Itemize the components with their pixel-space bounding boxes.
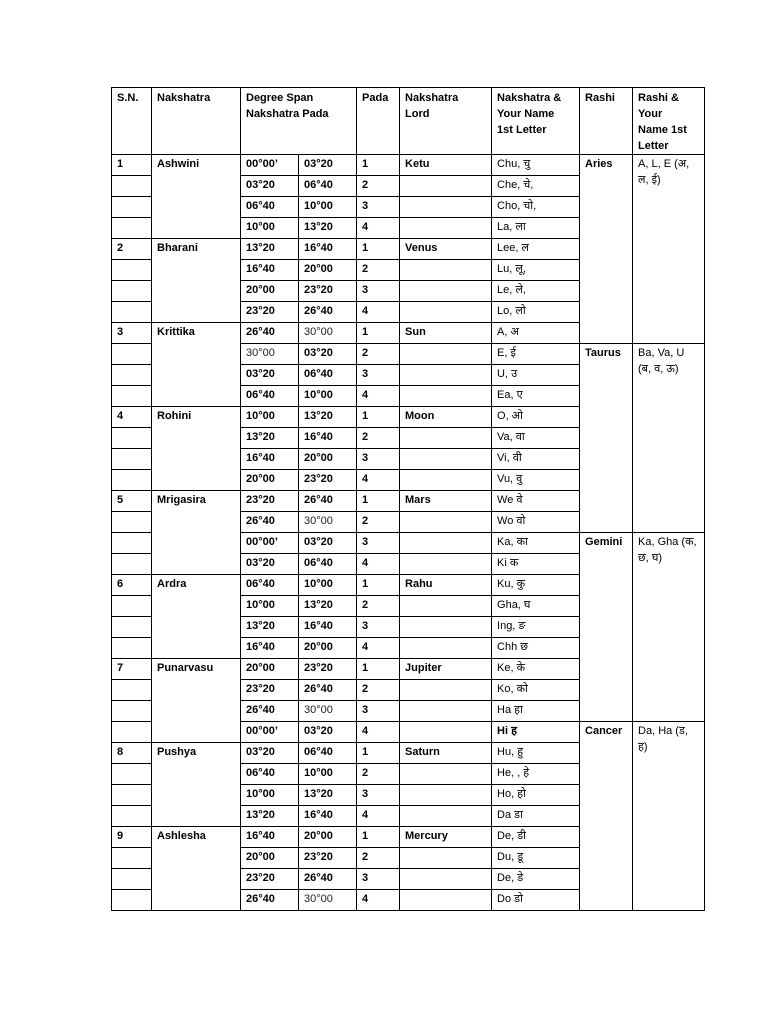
nakshatra-name-cell: Ardra	[152, 575, 241, 659]
nakshatra-name-cell: Punarvasu	[152, 659, 241, 743]
lord-cell	[400, 281, 492, 302]
nakshatra-name-cell: Rohini	[152, 407, 241, 491]
pada-cell: 2	[357, 512, 400, 533]
lord-cell	[400, 533, 492, 554]
degree-to-cell: 10°00	[299, 386, 357, 407]
sn-cell	[112, 176, 152, 197]
degree-to-cell: 23°20	[299, 470, 357, 491]
sn-cell	[112, 197, 152, 218]
degree-to-cell: 23°20	[299, 848, 357, 869]
degree-from-cell: 20°00	[241, 470, 299, 491]
first-letter-cell: A, अ	[492, 323, 580, 344]
sn-cell	[112, 218, 152, 239]
degree-from-cell: 30°00	[241, 344, 299, 365]
first-letter-cell: Vu, वु	[492, 470, 580, 491]
lord-cell	[400, 848, 492, 869]
degree-from-cell: 00°00’	[241, 722, 299, 743]
rashi-cell: Gemini	[580, 533, 633, 722]
degree-to-cell: 26°40	[299, 869, 357, 890]
first-letter-cell: Lo, लो	[492, 302, 580, 323]
degree-to-cell: 16°40	[299, 806, 357, 827]
degree-to-cell: 06°40	[299, 743, 357, 764]
lord-cell: Mars	[400, 491, 492, 512]
pada-cell: 1	[357, 827, 400, 848]
degree-to-cell: 03°20	[299, 722, 357, 743]
degree-from-cell: 06°40	[241, 764, 299, 785]
sn-cell	[112, 512, 152, 533]
degree-to-cell: 30°00	[299, 512, 357, 533]
sn-cell	[112, 785, 152, 806]
lord-cell	[400, 260, 492, 281]
first-letter-cell: Hi ह	[492, 722, 580, 743]
degree-to-cell: 26°40	[299, 302, 357, 323]
lord-cell	[400, 386, 492, 407]
sn-cell: 7	[112, 659, 152, 680]
pada-cell: 3	[357, 617, 400, 638]
pada-cell: 2	[357, 428, 400, 449]
degree-span-header: Degree Span Nakshatra Pada	[241, 88, 357, 155]
pada-cell: 4	[357, 218, 400, 239]
sn-cell	[112, 638, 152, 659]
first-letter-cell: Ka, का	[492, 533, 580, 554]
sn-cell	[112, 596, 152, 617]
degree-from-cell: 23°20	[241, 680, 299, 701]
degree-to-cell: 30°00	[299, 323, 357, 344]
degree-from-cell: 10°00	[241, 407, 299, 428]
sn-cell	[112, 365, 152, 386]
first-letter-cell: Ke, के	[492, 659, 580, 680]
lord-cell: Saturn	[400, 743, 492, 764]
pada-cell: 4	[357, 722, 400, 743]
degree-from-cell: 23°20	[241, 869, 299, 890]
lord-cell	[400, 365, 492, 386]
sn-cell	[112, 554, 152, 575]
lord-cell	[400, 428, 492, 449]
first-letter-cell: Ku, कु	[492, 575, 580, 596]
lord-cell	[400, 785, 492, 806]
first-letter-header: Nakshatra & Your Name 1st Letter	[492, 88, 580, 155]
pada-cell: 3	[357, 365, 400, 386]
first-letter-cell: Chu, चु	[492, 155, 580, 176]
rashi-letters-cell: Ba, Va, U (ब, व, ऊ)	[633, 344, 705, 533]
sn-cell	[112, 302, 152, 323]
first-letter-cell: Ko, को	[492, 680, 580, 701]
lord-cell	[400, 617, 492, 638]
degree-to-cell: 20°00	[299, 638, 357, 659]
lord-cell	[400, 680, 492, 701]
pada-cell: 2	[357, 848, 400, 869]
sn-cell	[112, 386, 152, 407]
sn-cell: 9	[112, 827, 152, 848]
pada-cell: 1	[357, 659, 400, 680]
sn-cell	[112, 344, 152, 365]
sn-cell	[112, 617, 152, 638]
rashi-header: Rashi	[580, 88, 633, 155]
sn-cell: 1	[112, 155, 152, 176]
degree-to-cell: 03°20	[299, 155, 357, 176]
degree-to-cell: 23°20	[299, 659, 357, 680]
pada-header: Pada	[357, 88, 400, 155]
nakshatra-name-cell: Ashwini	[152, 155, 241, 239]
lord-cell	[400, 806, 492, 827]
sn-cell	[112, 848, 152, 869]
sn-cell: 5	[112, 491, 152, 512]
lord-cell	[400, 176, 492, 197]
first-letter-cell: Hu, हु	[492, 743, 580, 764]
degree-from-cell: 10°00	[241, 785, 299, 806]
degree-to-cell: 13°20	[299, 407, 357, 428]
first-letter-cell: Ha हा	[492, 701, 580, 722]
sn-cell: 8	[112, 743, 152, 764]
degree-from-cell: 16°40	[241, 827, 299, 848]
degree-to-cell: 03°20	[299, 533, 357, 554]
lord-cell	[400, 197, 492, 218]
pada-cell: 2	[357, 680, 400, 701]
pada-cell: 2	[357, 176, 400, 197]
first-letter-cell: Cho, चो,	[492, 197, 580, 218]
pada-cell: 3	[357, 701, 400, 722]
lord-header: Nakshatra Lord	[400, 88, 492, 155]
lord-cell	[400, 218, 492, 239]
pada-cell: 2	[357, 260, 400, 281]
first-letter-cell: He, , हे	[492, 764, 580, 785]
pada-cell: 2	[357, 596, 400, 617]
degree-from-cell: 03°20	[241, 743, 299, 764]
degree-to-cell: 13°20	[299, 218, 357, 239]
lord-cell	[400, 596, 492, 617]
degree-from-cell: 06°40	[241, 575, 299, 596]
degree-from-cell: 00°00’	[241, 533, 299, 554]
degree-to-cell: 13°20	[299, 785, 357, 806]
nakshatra-name-cell: Mrigasira	[152, 491, 241, 575]
lord-cell: Rahu	[400, 575, 492, 596]
sn-header: S.N.	[112, 88, 152, 155]
first-letter-cell: Ho, हो	[492, 785, 580, 806]
lord-cell	[400, 470, 492, 491]
degree-to-cell: 03°20	[299, 344, 357, 365]
degree-from-cell: 20°00	[241, 659, 299, 680]
pada-cell: 3	[357, 197, 400, 218]
first-letter-cell: Lee, ल	[492, 239, 580, 260]
degree-from-cell: 23°20	[241, 302, 299, 323]
degree-from-cell: 06°40	[241, 386, 299, 407]
pada-cell: 3	[357, 869, 400, 890]
lord-cell: Sun	[400, 323, 492, 344]
lord-cell	[400, 890, 492, 911]
rashi-letters-cell: Da, Ha (ड, ह)	[633, 722, 705, 911]
nakshatra-name-cell: Krittika	[152, 323, 241, 407]
sn-cell	[112, 701, 152, 722]
degree-from-cell: 26°40	[241, 323, 299, 344]
first-letter-cell: Chh छ	[492, 638, 580, 659]
sn-cell	[112, 281, 152, 302]
first-letter-cell: We वे	[492, 491, 580, 512]
pada-cell: 3	[357, 281, 400, 302]
sn-cell	[112, 449, 152, 470]
degree-to-cell: 30°00	[299, 890, 357, 911]
degree-to-cell: 23°20	[299, 281, 357, 302]
first-letter-cell: Vi, वी	[492, 449, 580, 470]
degree-from-cell: 06°40	[241, 197, 299, 218]
lord-cell: Ketu	[400, 155, 492, 176]
pada-cell: 2	[357, 764, 400, 785]
pada-cell: 3	[357, 533, 400, 554]
sn-cell	[112, 470, 152, 491]
first-letter-cell: Ea, ए	[492, 386, 580, 407]
degree-to-cell: 26°40	[299, 680, 357, 701]
degree-to-cell: 10°00	[299, 764, 357, 785]
sn-cell	[112, 722, 152, 743]
first-letter-cell: Do डो	[492, 890, 580, 911]
sn-cell: 2	[112, 239, 152, 260]
degree-from-cell: 13°20	[241, 239, 299, 260]
rashi-letters-cell: A, L, E (अ, ल, ई)	[633, 155, 705, 344]
degree-from-cell: 03°20	[241, 365, 299, 386]
sn-cell	[112, 260, 152, 281]
pada-cell: 2	[357, 344, 400, 365]
first-letter-cell: Gha, घ	[492, 596, 580, 617]
pada-cell: 1	[357, 155, 400, 176]
first-letter-cell: U, उ	[492, 365, 580, 386]
pada-cell: 1	[357, 407, 400, 428]
pada-cell: 1	[357, 491, 400, 512]
first-letter-cell: Du, डू	[492, 848, 580, 869]
pada-cell: 4	[357, 890, 400, 911]
degree-to-cell: 06°40	[299, 554, 357, 575]
rashi-letter-header: Rashi & Your Name 1st Letter	[633, 88, 705, 155]
pada-cell: 3	[357, 785, 400, 806]
sn-cell	[112, 869, 152, 890]
sn-cell	[112, 890, 152, 911]
pada-cell: 1	[357, 743, 400, 764]
pada-cell: 1	[357, 575, 400, 596]
first-letter-cell: Che, चे,	[492, 176, 580, 197]
degree-from-cell: 13°20	[241, 617, 299, 638]
pada-cell: 3	[357, 449, 400, 470]
first-letter-cell: Le, ले,	[492, 281, 580, 302]
lord-cell	[400, 554, 492, 575]
pada-cell: 4	[357, 470, 400, 491]
nakshatra-header: Nakshatra	[152, 88, 241, 155]
first-letter-cell: Lu, लू,	[492, 260, 580, 281]
first-letter-cell: Wo वो	[492, 512, 580, 533]
nakshatra-table	[111, 87, 705, 911]
degree-to-cell: 16°40	[299, 428, 357, 449]
pada-cell: 1	[357, 239, 400, 260]
table-row	[112, 155, 705, 176]
sn-cell: 6	[112, 575, 152, 596]
degree-to-cell: 06°40	[299, 365, 357, 386]
lord-cell	[400, 512, 492, 533]
degree-from-cell: 20°00	[241, 848, 299, 869]
lord-cell	[400, 722, 492, 743]
degree-from-cell: 03°20	[241, 554, 299, 575]
sn-cell: 4	[112, 407, 152, 428]
lord-cell	[400, 869, 492, 890]
lord-cell	[400, 302, 492, 323]
pada-cell: 4	[357, 806, 400, 827]
lord-cell	[400, 701, 492, 722]
nakshatra-name-cell: Bharani	[152, 239, 241, 323]
nakshatra-name-cell: Ashlesha	[152, 827, 241, 911]
first-letter-cell: E, ई	[492, 344, 580, 365]
pada-cell: 4	[357, 302, 400, 323]
lord-cell	[400, 764, 492, 785]
degree-from-cell: 13°20	[241, 806, 299, 827]
pada-cell: 4	[357, 554, 400, 575]
degree-from-cell: 26°40	[241, 701, 299, 722]
rashi-letters-cell: Ka, Gha (क, छ, घ)	[633, 533, 705, 722]
degree-to-cell: 10°00	[299, 197, 357, 218]
degree-from-cell: 10°00	[241, 596, 299, 617]
lord-cell: Jupiter	[400, 659, 492, 680]
lord-cell: Venus	[400, 239, 492, 260]
degree-from-cell: 00°00’	[241, 155, 299, 176]
lord-cell	[400, 344, 492, 365]
pada-cell: 4	[357, 638, 400, 659]
sn-cell	[112, 533, 152, 554]
degree-from-cell: 10°00	[241, 218, 299, 239]
header-row	[112, 88, 705, 155]
pada-cell: 1	[357, 323, 400, 344]
degree-from-cell: 20°00	[241, 281, 299, 302]
first-letter-cell: Ing, ङ	[492, 617, 580, 638]
nakshatra-name-cell: Pushya	[152, 743, 241, 827]
degree-to-cell: 20°00	[299, 827, 357, 848]
degree-to-cell: 20°00	[299, 260, 357, 281]
degree-from-cell: 16°40	[241, 449, 299, 470]
sn-cell	[112, 764, 152, 785]
degree-from-cell: 16°40	[241, 638, 299, 659]
sn-cell	[112, 680, 152, 701]
first-letter-cell: Da डा	[492, 806, 580, 827]
degree-to-cell: 30°00	[299, 701, 357, 722]
sn-cell	[112, 806, 152, 827]
first-letter-cell: De, डे	[492, 869, 580, 890]
first-letter-cell: Va, वा	[492, 428, 580, 449]
first-letter-cell: La, ला	[492, 218, 580, 239]
pada-cell: 4	[357, 386, 400, 407]
degree-from-cell: 03°20	[241, 176, 299, 197]
degree-from-cell: 13°20	[241, 428, 299, 449]
lord-cell: Moon	[400, 407, 492, 428]
degree-to-cell: 16°40	[299, 239, 357, 260]
sn-cell: 3	[112, 323, 152, 344]
rashi-cell: Taurus	[580, 344, 633, 533]
lord-cell	[400, 449, 492, 470]
degree-from-cell: 26°40	[241, 512, 299, 533]
lord-cell	[400, 638, 492, 659]
degree-from-cell: 16°40	[241, 260, 299, 281]
degree-to-cell: 20°00	[299, 449, 357, 470]
degree-to-cell: 06°40	[299, 176, 357, 197]
first-letter-cell: Ki क	[492, 554, 580, 575]
first-letter-cell: De, डी	[492, 827, 580, 848]
rashi-cell: Cancer	[580, 722, 633, 911]
degree-to-cell: 10°00	[299, 575, 357, 596]
lord-cell: Mercury	[400, 827, 492, 848]
rashi-cell: Aries	[580, 155, 633, 344]
degree-to-cell: 16°40	[299, 617, 357, 638]
sn-cell	[112, 428, 152, 449]
degree-from-cell: 23°20	[241, 491, 299, 512]
degree-to-cell: 26°40	[299, 491, 357, 512]
degree-from-cell: 26°40	[241, 890, 299, 911]
degree-to-cell: 13°20	[299, 596, 357, 617]
first-letter-cell: O, ओ	[492, 407, 580, 428]
